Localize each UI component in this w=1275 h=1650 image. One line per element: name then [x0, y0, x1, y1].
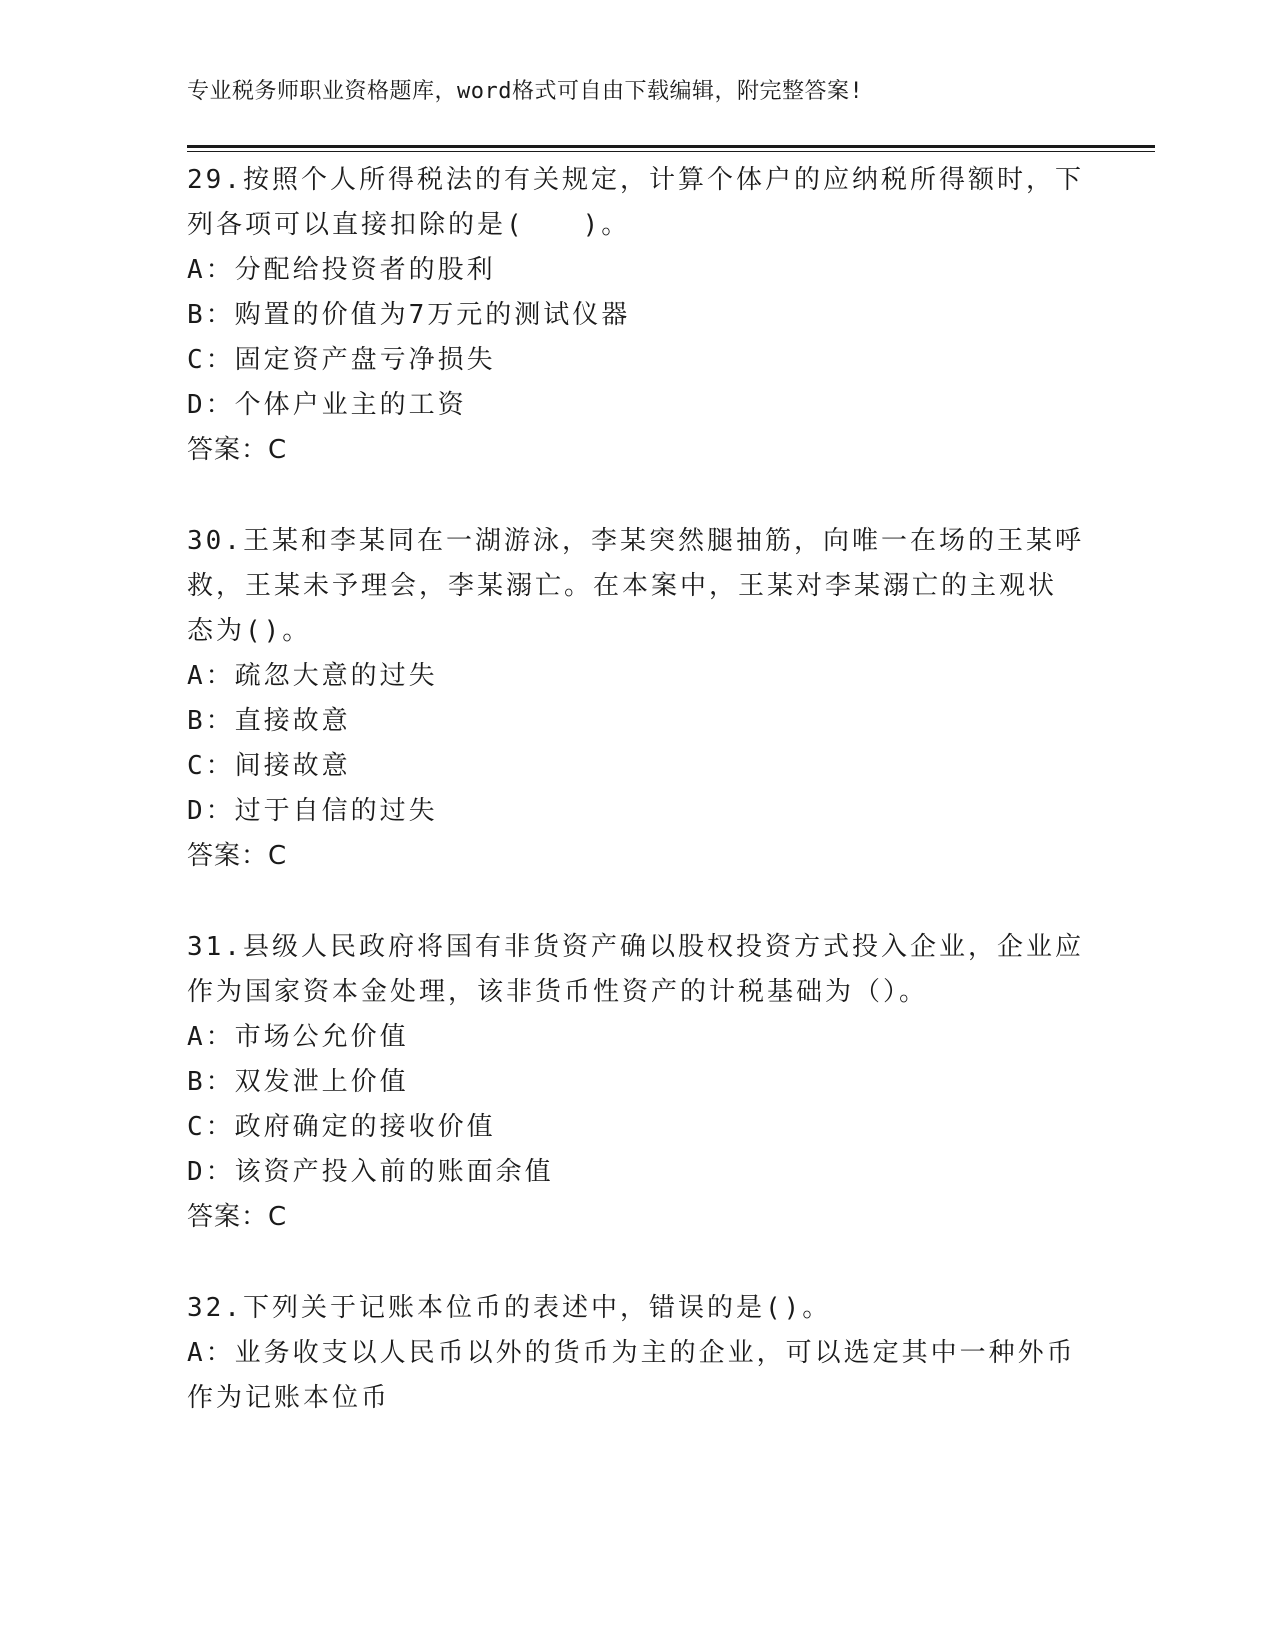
option-b: B：双发泄上价值: [187, 1067, 409, 1097]
question-31: [187, 925, 1087, 1240]
option-d: D：过于自信的过失: [187, 796, 438, 826]
option-c: C：政府确定的接收价值: [187, 1112, 496, 1142]
option-c: C：固定资产盘亏净损失: [187, 345, 496, 375]
option-c: C：间接故意: [187, 751, 351, 781]
question-30: [187, 519, 1087, 879]
option-a: A：分配给投资者的股利: [187, 255, 496, 285]
question-32: [187, 1286, 1087, 1421]
question-stem-line: 救，王某未予理会，李某溺亡。在本案中，王某对李某溺亡的主观状: [187, 571, 1058, 601]
option-b: B：直接故意: [187, 706, 351, 736]
option-d: D：该资产投入前的账面余值: [187, 1157, 554, 1187]
question-stem-line: 32.下列关于记账本位币的表述中，错误的是()。: [187, 1293, 832, 1323]
header-rule-thick: [187, 145, 1155, 148]
question-stem-line: 态为()。: [187, 616, 312, 646]
answer: 答案：C: [187, 841, 288, 871]
question-stem-line: 30.王某和李某同在一湖游泳，李某突然腿抽筋，向唯一在场的王某呼: [187, 526, 1084, 556]
option-b: B：购置的价值为7万元的测试仪器: [187, 300, 631, 330]
answer: 答案：C: [187, 435, 288, 465]
question-stem-line: 29.按照个人所得税法的有关规定，计算个体户的应纳税所得额时，下: [187, 165, 1084, 195]
option-a: A：疏忽大意的过失: [187, 661, 438, 691]
page-header: 专业税务师职业资格题库，word格式可自由下载编辑，附完整答案!: [187, 79, 864, 104]
question-29: [187, 158, 1087, 473]
question-list: [187, 158, 1087, 1421]
question-stem-line: 作为国家资本金处理，该非货币性资产的计税基础为（）。: [187, 977, 929, 1007]
header-rule-thin: [187, 151, 1155, 152]
option-a-continued: 作为记账本位币: [187, 1383, 391, 1413]
option-a: A：业务收支以人民币以外的货币为主的企业，可以选定其中一种外币: [187, 1338, 1076, 1368]
question-stem-line: 列各项可以直接扣除的是( )。: [187, 210, 631, 240]
answer: 答案：C: [187, 1202, 288, 1232]
option-a: A：市场公允价值: [187, 1022, 409, 1052]
question-stem-line: 31.县级人民政府将国有非货资产确以股权投资方式投入企业，企业应: [187, 932, 1084, 962]
option-d: D：个体户业主的工资: [187, 390, 467, 420]
